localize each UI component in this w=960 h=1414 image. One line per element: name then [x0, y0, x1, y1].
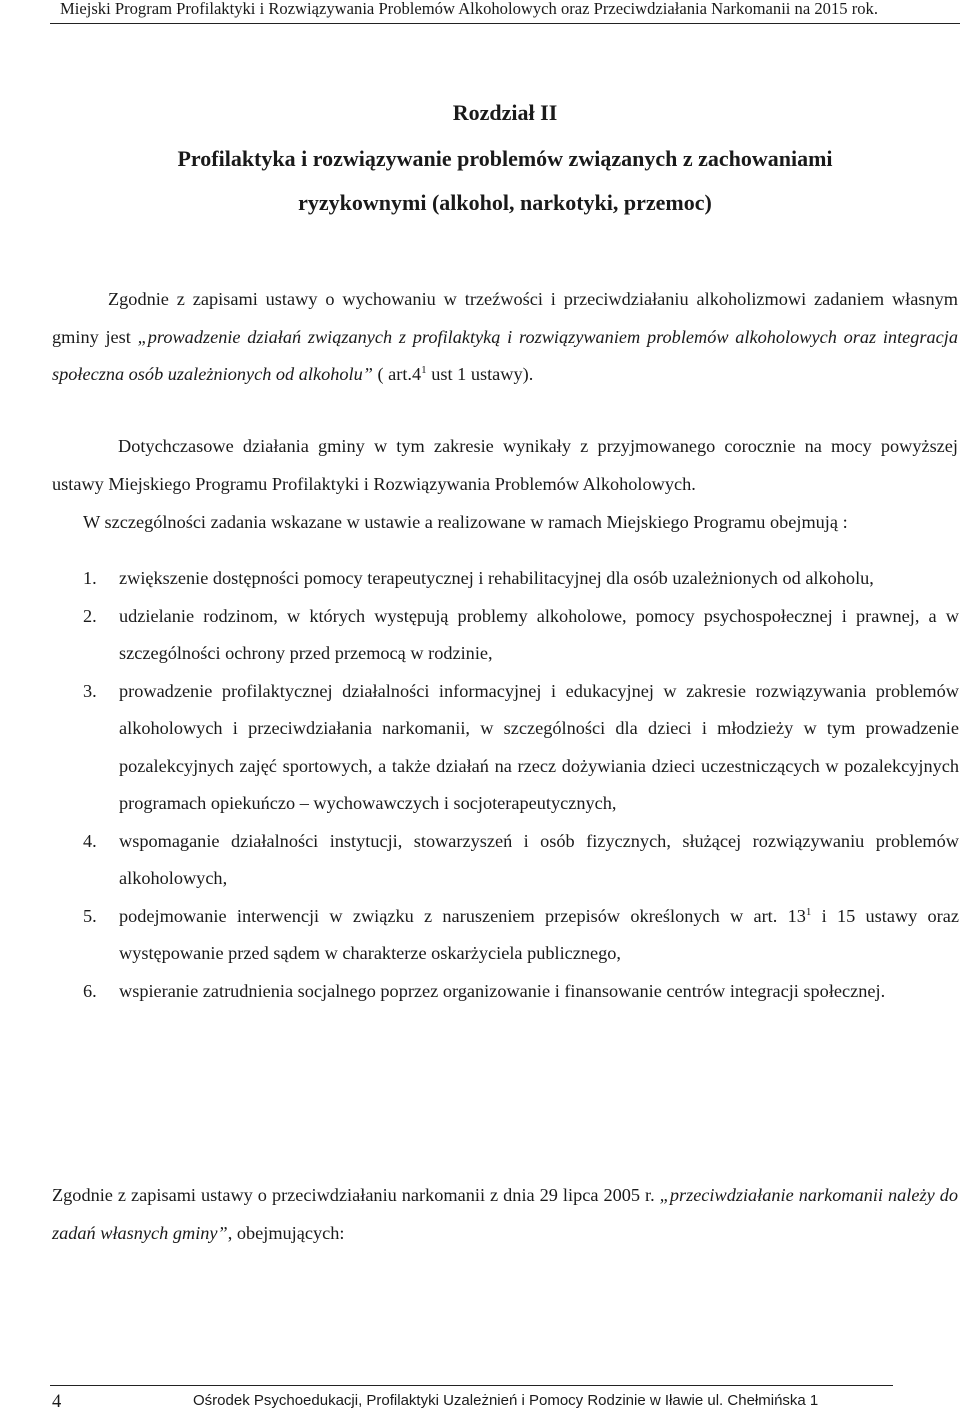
narcotics-tail: , obejmujących:: [227, 1222, 345, 1243]
task-list: [83, 560, 959, 1010]
list-item-number: 5.: [83, 905, 97, 926]
list-item: [83, 973, 959, 1011]
running-header: [0, 0, 960, 24]
list-item-text: udzielanie rodzinom, w których występują problemy alkoholowe, pomocy psychospołecznej i prawnej, a w szczególności ochrony przed przemocą w rodzinie,: [119, 605, 959, 663]
intro-paragraph: [52, 281, 958, 394]
narcotics-paragraph: [52, 1177, 958, 1252]
list-item-text: [119, 898, 959, 973]
list-item-number: 3.: [83, 680, 97, 701]
list-item-superscript: 1: [805, 905, 812, 918]
chapter-title-line-2: ryzykownymi (alkohol, narkotyki, przemoc): [298, 190, 712, 215]
list-item: [83, 898, 959, 973]
list-item: [83, 598, 959, 673]
narcotics-quote: „przeciwdziałanie narkomanii należy do zadań własnych gminy”: [52, 1185, 958, 1243]
intro-ref: ( art.4: [372, 364, 422, 385]
list-item-text-pre: podejmowanie interwencji w związku z naruszeniem przepisów określonych w art. 13: [119, 905, 806, 926]
intro-ref-superscript: 1: [421, 364, 427, 377]
intro-quote: „prowadzenie działań związanych z profilaktyką i rozwiązywaniem problemów alkoholowych oraz integracja społeczna osób uzależnionych od alkoholu”: [52, 326, 958, 385]
list-item-text: wspomaganie działalności instytucji, stowarzyszeń i osób fizycznych, służącej rozwiązywaniu problemów alkoholowych,: [119, 830, 959, 888]
page-number: 4: [52, 1392, 62, 1412]
header-rule: [50, 23, 960, 24]
intro-lead: Zgodnie z zapisami ustawy o wychowaniu w trzeźwości i przeciwdziałaniu alkoholizmowi zadaniem własnym gminy jest: [52, 289, 958, 347]
chapter-number: Rozdział II: [452, 100, 558, 125]
footer-rule: [50, 1385, 893, 1386]
list-item: [83, 560, 959, 598]
list-item-number: 6.: [83, 980, 97, 1001]
list-item-number: 1.: [83, 568, 97, 588]
list-item-text-post: i 15 ustawy oraz występowanie przed sądem w charakterze oskarżyciela publicznego,: [119, 905, 959, 963]
paragraph-prior-actions: Dotychczasowe działania gminy w tym zakresie wynikały z przyjmowanego corocznie na mocy powyższej ustawy Miejskiego Programu Profilaktyki i Rozwiązywania Problemów Alkoholowych.: [52, 436, 958, 494]
list-item-number: 4.: [83, 830, 97, 851]
list-item: [83, 823, 959, 898]
list-item-number: 2.: [83, 605, 97, 626]
paragraph-tasks-intro: W szczególności zadania wskazane w ustawie a realizowane w ramach Miejskiego Programu obejmują :: [83, 512, 848, 533]
list-item-text: zwiększenie dostępności pomocy terapeutycznej i rehabilitacyjnej dla osób uzależnionych od alkoholu,: [119, 568, 874, 588]
footer-institution: Ośrodek Psychoedukacji, Profilaktyki Uzależnień i Pomocy Rodzinie w Iławie ul. Chełmińska 1: [193, 1392, 819, 1409]
list-item-text: prowadzenie profilaktycznej działalności informacyjnej i edukacyjnej w zakresie rozwiązywania problemów alkoholowych i przeciwdziałania narkomanii, w szczególności dla dzieci i młodzieży w tym prowadzenie pozalekcyjnych zajęć sportowych, a także działań na rzecz dożywiania dzieci uczestniczących w pozalekcyjnych programach opiekuńczo – wychowawczych i socjoterapeutycznych,: [119, 680, 959, 813]
list-item-text: wspieranie zatrudnienia socjalnego poprzez organizowanie i finansowanie centrów integracji społecznej.: [119, 980, 886, 1001]
chapter-title-line-1: Profilaktyka i rozwiązywanie problemów związanych z zachowaniami: [177, 146, 833, 171]
narcotics-lead: Zgodnie z zapisami ustawy o przeciwdziałaniu narkomanii z dnia 29 lipca 2005 r.: [52, 1185, 660, 1206]
intro-ref-tail: ust 1 ustawy).: [426, 364, 534, 385]
running-header-title: Miejski Program Profilaktyki i Rozwiązywania Problemów Alkoholowych oraz Przeciwdziałania Narkomanii na 2015 rok.: [60, 0, 878, 18]
list-item: [83, 673, 959, 823]
